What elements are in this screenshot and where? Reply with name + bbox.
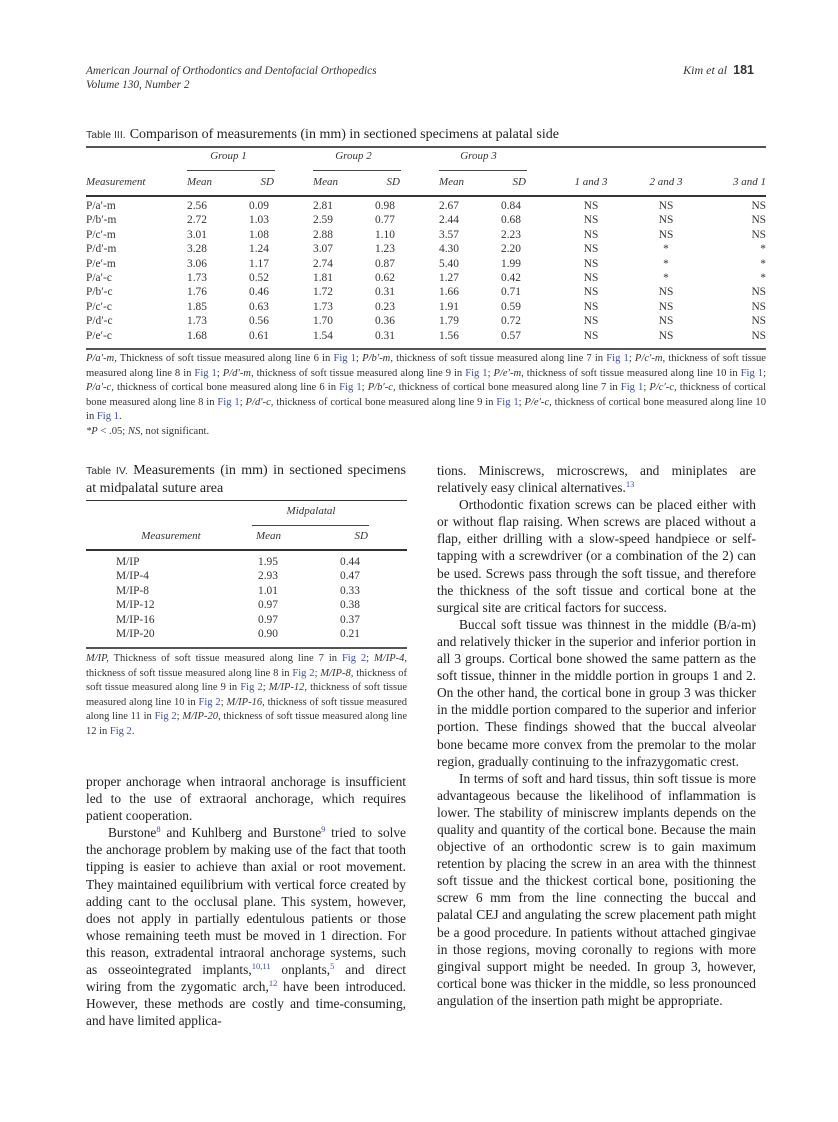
cell-mean: 2.93	[258, 570, 278, 583]
cell-3-and-1: *	[760, 243, 766, 256]
col-g2-mean: Mean	[313, 176, 339, 188]
cell-3-and-1: NS	[751, 228, 766, 241]
table4-body	[86, 555, 407, 641]
cell-2-and-3: NS	[658, 329, 674, 342]
cell-measurement: M/IP-8	[116, 584, 149, 597]
cell-g1-mean: 2.72	[187, 214, 207, 227]
cell-g3-sd: 0.71	[501, 286, 521, 299]
table-row	[86, 598, 407, 612]
cell-1-and-3: NS	[583, 329, 599, 342]
page-header-right	[683, 63, 754, 78]
cell-g2-mean: 1.70	[313, 315, 333, 328]
ref-8[interactable]: 8	[156, 824, 161, 835]
cell-1-and-3: NS	[583, 228, 599, 241]
group1-rule	[187, 170, 275, 171]
cell-g3-mean: 2.67	[439, 200, 459, 212]
cell-measurement: M/IP-20	[116, 627, 155, 640]
fig2-link[interactable]: Fig 2	[341, 653, 367, 664]
midpalatal-rule	[252, 525, 369, 526]
t4-col-measurement: Measurement	[141, 530, 201, 542]
cell-measurement: P/a′-c	[86, 271, 112, 284]
cell-1-and-3: NS	[583, 271, 599, 284]
t4-col-mean: Mean	[256, 530, 282, 542]
cell-g1-sd: 0.46	[249, 286, 269, 299]
cell-g2-mean: 1.73	[313, 300, 333, 313]
footnote-entry: P/a′-c, thickness of cortical bone measured along line 6 in Fig 1;	[86, 382, 368, 394]
page-number: 181	[733, 63, 754, 77]
cell-measurement: P/e′-c	[86, 329, 112, 342]
left-column-text	[86, 773, 406, 1029]
cell-g2-sd: 0.31	[375, 329, 395, 342]
cell-g1-mean: 3.01	[187, 228, 207, 241]
col-2-and-3: 2 and 3	[649, 176, 683, 188]
cell-measurement: M/IP	[116, 556, 140, 568]
group2-rule	[313, 170, 401, 171]
cell-g1-mean: 1.76	[187, 286, 207, 299]
footnote-entry: M/IP, Thickness of soft tissue measured along line 7 in Fig 2;	[86, 653, 375, 664]
cell-g1-mean: 2.56	[187, 200, 207, 212]
cell-g1-sd: 0.63	[249, 300, 269, 313]
table-row	[86, 555, 407, 569]
cell-g3-sd: 0.59	[501, 300, 521, 313]
cell-g2-sd: 0.36	[375, 315, 395, 328]
cell-1-and-3: NS	[583, 300, 599, 313]
cell-measurement: P/c′-c	[86, 300, 112, 313]
cell-3-and-1: *	[760, 271, 766, 284]
cell-g1-mean: 1.68	[187, 329, 207, 342]
fig1-link[interactable]: Fig 1	[96, 411, 119, 423]
footnote-entry: M/IP-4, thickness of soft tissue measured along line 8 in Fig 2;	[86, 653, 407, 679]
cell-sd: 0.21	[340, 627, 360, 640]
table-row	[86, 569, 407, 583]
ref-13[interactable]: 13	[625, 479, 635, 490]
table4-footnote	[86, 652, 407, 740]
cell-2-and-3: NS	[658, 286, 674, 299]
footnote-entry: M/IP-8, thickness of soft tissue measured along line 9 in Fig 2;	[86, 667, 407, 694]
footnote-entry: M/IP-20, thickness of soft tissue measured along line 12 in Fig 2.	[86, 711, 408, 737]
table3-group-header-row	[86, 150, 766, 170]
cell-sd: 0.33	[340, 584, 360, 597]
cell-g1-sd: 1.03	[249, 214, 269, 227]
cell-1-and-3: NS	[583, 315, 599, 328]
cell-g2-mean: 2.74	[313, 257, 333, 270]
table3-footnote	[86, 352, 766, 440]
cell-g1-mean: 3.06	[187, 257, 207, 270]
cell-g3-sd: 2.20	[501, 243, 521, 256]
cell-mean: 1.01	[258, 584, 278, 597]
group2-header: Group 2	[335, 150, 372, 162]
fig2-link[interactable]: Fig 2	[240, 682, 263, 694]
cell-g3-mean: 4.30	[439, 243, 459, 256]
col-3-and-1: 3 and 1	[733, 176, 766, 188]
table-row	[86, 613, 407, 627]
cell-g1-sd: 0.56	[249, 315, 269, 328]
cell-measurement: M/IP-12	[116, 599, 155, 612]
cell-g2-sd: 0.62	[375, 271, 395, 284]
table-row	[86, 199, 766, 213]
cell-g1-mean: 1.85	[187, 300, 207, 313]
cell-g1-sd: 0.09	[249, 200, 269, 212]
col-g2-sd: SD	[386, 176, 400, 188]
cell-g2-mean: 2.81	[313, 200, 333, 212]
cell-g2-sd: 0.87	[375, 257, 395, 270]
table-row	[86, 329, 766, 343]
cell-g1-sd: 1.17	[249, 257, 269, 270]
group1-header: Group 1	[210, 150, 247, 162]
table4-top-rule	[86, 500, 407, 501]
table4-header-rule	[86, 549, 407, 551]
journal-volume: Volume 130, Number 2	[86, 79, 190, 91]
cell-3-and-1: NS	[751, 200, 766, 212]
cell-sd: 0.38	[340, 599, 360, 612]
table-row	[86, 271, 766, 285]
table4-group-header-row	[86, 505, 407, 521]
fig1-link[interactable]: Fig 1	[606, 353, 629, 364]
cell-3-and-1: NS	[751, 214, 766, 227]
cell-g2-mean: 1.72	[313, 286, 333, 299]
cell-g1-sd: 1.08	[249, 228, 269, 241]
midpalatal-header: Midpalatal	[286, 505, 336, 517]
cell-2-and-3: NS	[658, 214, 674, 227]
cell-g2-mean: 2.59	[313, 214, 333, 227]
group3-rule	[439, 170, 527, 171]
footnote-entry: P/e′-c, thickness of cortical bone measured along line 10 in Fig 1.	[86, 396, 767, 423]
cell-2-and-3: *	[663, 257, 669, 270]
cell-1-and-3: NS	[583, 286, 599, 299]
cell-measurement: P/b′-m	[86, 214, 117, 227]
fig1-link[interactable]: Fig 1	[194, 367, 217, 379]
fig2-link[interactable]: Fig 2	[109, 725, 132, 737]
cell-g3-sd: 0.72	[501, 315, 521, 328]
cell-sd: 0.44	[340, 556, 360, 568]
footnote-entry: P/e′-m, thickness of soft tissue measured along line 10 in Fig 1;	[493, 367, 767, 379]
ref-12[interactable]: 12	[268, 978, 278, 989]
cell-2-and-3: NS	[658, 315, 674, 328]
cell-3-and-1: NS	[751, 315, 766, 328]
fig1-link[interactable]: Fig 1	[740, 367, 764, 379]
cell-measurement: P/d′-m	[86, 243, 117, 256]
cell-g2-sd: 0.98	[375, 200, 395, 212]
paragraph: In terms of soft and hard tissus, thin soft tissue is more advantageous because the likelihood of inflammation is lower. The stability of miniscrew implants depends on the quality and quantity of the cortical bone. Because the main objective of an orthodontic screw is to gain maximum retention by placing the screw in an area with the thinnest soft tissue and the thickest cortical bone, positioning the screw 6 mm from the line connecting the buccal and palatal CEJ and angulating the screw placement path might be a good procedure. In patients without attached gingivae in those regions, moving coronally to regions with more gingival support might be needed. In group 3, however, cortical bone was thicker in the middle, so less pronounced angulation of the insertion path might be appropriate.	[437, 770, 756, 1008]
cell-g3-mean: 1.27	[439, 271, 459, 284]
group3-header: Group 3	[460, 150, 497, 162]
cell-mean: 0.97	[258, 613, 278, 626]
cell-g1-sd: 0.52	[249, 271, 269, 284]
table4-caption	[86, 462, 406, 497]
cell-g3-sd: 0.57	[501, 329, 521, 342]
cell-g2-sd: 0.77	[375, 214, 395, 227]
cell-mean: 0.97	[258, 599, 278, 612]
cell-g1-mean: 1.73	[187, 271, 207, 284]
journal-title: American Journal of Orthodontics and Dentofacial Orthopedics	[86, 65, 377, 77]
cell-mean: 1.95	[258, 556, 278, 568]
cell-g3-mean: 1.91	[439, 300, 459, 313]
cell-3-and-1: NS	[751, 286, 766, 299]
table-row	[86, 584, 407, 598]
footnote-entry: P/b′-m, thickness of soft tissue measured along line 7 in Fig 1;	[362, 353, 635, 364]
cell-2-and-3: NS	[658, 200, 674, 212]
cell-sd: 0.47	[340, 570, 360, 583]
ref-5[interactable]: 5	[330, 961, 335, 972]
cell-3-and-1: NS	[751, 300, 766, 313]
table3-top-rule	[86, 146, 766, 148]
cell-g1-sd: 1.24	[249, 243, 269, 256]
col-g3-mean: Mean	[439, 176, 465, 188]
cell-g3-mean: 1.56	[439, 329, 459, 342]
table-row	[86, 257, 766, 271]
paragraph: Orthodontic fixation screws can be placed either with or without flap raising. When screws are placed without a flap, either drilling with a slow-speed handpiece or self-tapping with a screwdriver (or a combination of the 2) can be used. Screws pass through the soft tissue, and therefore the thickness of the soft tissue and cortical bone at the surgical site are critical factors for success.	[437, 497, 756, 615]
paragraph: Burstone$^8$ and Kuhlberg and Burstone$^9$ tried to solve the anchorage problem by making use of the fact that tooth tipping is easier to achieve than axial or root movement. They maintained equilibrium with vertical force created by adding cant to the occlusal plane. This system, however, does not apply in partially edentulous patients or those whose remaining teeth must be moved in 1 direction. For this reason, extradental intraoral anchorage systems, such as osseointegrated implants,$^{10,11}$ onplants,$^5$ and direct wiring from the zygomatic arch,$^{12}$ have been introduced. However, these methods are costly and time-consuming, and have limited applica-	[86, 824, 406, 1029]
journal-header	[86, 64, 377, 92]
footnote-entry: P/d′-m, thickness of soft tissue measured along line 9 in Fig 1;	[222, 367, 494, 379]
cell-g2-sd: 1.10	[375, 228, 395, 241]
table3-caption	[86, 125, 766, 143]
cell-3-and-1: *	[760, 257, 766, 270]
cell-g3-mean: 2.44	[439, 214, 459, 227]
table3-title: Comparison of measurements (in mm) in sectioned specimens at palatal side	[129, 127, 559, 142]
table-row	[86, 213, 766, 227]
cell-g3-mean: 1.66	[439, 286, 459, 299]
cell-measurement: P/d′-c	[86, 315, 113, 328]
table-row	[86, 228, 766, 242]
footnote-entry: P/d′-c, thickness of cortical bone measured along line 9 in Fig 1;	[245, 396, 525, 408]
cell-g3-sd: 2.23	[501, 228, 521, 241]
table-row	[86, 242, 766, 256]
fig1-link[interactable]: Fig 1	[217, 396, 240, 408]
cell-g3-mean: 5.40	[439, 257, 459, 270]
cell-sd: 0.37	[340, 613, 360, 626]
footnote-entry: M/IP-16, thickness of soft tissue measured along line 11 in Fig 2;	[86, 696, 407, 723]
table3-column-header-row	[86, 176, 766, 192]
table4-title: Measurements (in mm) in sectioned specimens at midpalatal suture area	[86, 463, 406, 496]
fig2-link[interactable]: Fig 2	[292, 667, 315, 679]
table4-column-header-row	[86, 530, 407, 546]
paragraph: proper anchorage when intraoral anchorage is insufficient led to the use of extraoral anchorage, which requires patient cooperation.	[86, 774, 406, 824]
cell-g2-sd: 1.23	[375, 243, 395, 256]
table-row	[86, 627, 407, 641]
cell-measurement: P/e′-m	[86, 257, 116, 270]
paragraph: Buccal soft tissue was thinnest in the middle (B/a-m) and relatively thicker in the superior and inferior portion in all 3 groups. Cortical bone showed the same pattern as the soft tissue, thinner in the middle portion in groups 1 and 2. On the other hand, the cortical bone in group 3 was thicker in the middle portion compared to the superior and inferior portion. These findings showed that the buccal alveolar bone became more convex from the premolar to the molar region, gradually continuing to the infrazygomatic crest.	[437, 616, 756, 769]
cell-g2-mean: 2.88	[313, 228, 333, 241]
table3-header-rule	[86, 195, 766, 197]
table-row	[86, 314, 766, 328]
cell-2-and-3: *	[663, 271, 669, 284]
fig1-link[interactable]: Fig 1	[465, 367, 488, 379]
fig2-link[interactable]: Fig 2	[154, 711, 177, 723]
cell-measurement: P/b′-c	[86, 286, 113, 299]
table4-bottom-rule	[86, 647, 407, 649]
cell-g2-mean: 1.81	[313, 271, 333, 284]
footnote-entry: P/a′-m, Thickness of soft tissue measured along line 6 in Fig 1;	[86, 353, 363, 364]
cell-g2-sd: 0.31	[375, 286, 395, 299]
fig2-link[interactable]: Fig 2	[198, 696, 221, 708]
footnote-entry: M/IP-12, thickness of soft tissue measured along line 10 in Fig 2;	[86, 682, 408, 708]
cell-1-and-3: NS	[583, 257, 599, 270]
ref-9[interactable]: 9	[321, 824, 326, 835]
running-author: Kim et al	[683, 63, 728, 77]
col-g1-sd: SD	[260, 176, 274, 188]
cell-g1-sd: 0.61	[249, 329, 269, 342]
footnote-entry: P/c′-m, thickness of soft tissue measured along line 8 in Fig 1;	[86, 353, 767, 379]
footnote-entry: P/c′-c, thickness of cortical bone measured along line 8 in Fig 1;	[86, 382, 767, 408]
cell-g2-mean: 1.54	[313, 329, 333, 342]
cell-g2-sd: 0.23	[375, 300, 395, 313]
cell-g3-sd: 1.99	[501, 257, 521, 270]
cell-3-and-1: NS	[751, 329, 766, 342]
significance-note: *P < .05; NS, not significant.	[86, 425, 210, 437]
fig1-link[interactable]: Fig 1	[333, 353, 357, 364]
fig1-link[interactable]: Fig 1	[339, 382, 362, 394]
cell-measurement: M/IP-4	[116, 570, 149, 583]
cell-1-and-3: NS	[583, 214, 599, 227]
cell-g3-sd: 0.42	[501, 271, 521, 284]
t4-col-sd: SD	[354, 530, 368, 542]
table3-label: Table III.	[86, 129, 126, 141]
cell-1-and-3: NS	[583, 243, 599, 256]
fig1-link[interactable]: Fig 1	[620, 382, 644, 394]
cell-2-and-3: NS	[658, 228, 674, 241]
cell-g3-mean: 1.79	[439, 315, 459, 328]
cell-measurement: P/c′-m	[86, 228, 116, 241]
fig1-link[interactable]: Fig 1	[496, 396, 519, 408]
cell-g3-sd: 0.68	[501, 214, 521, 227]
cell-g1-mean: 1.73	[187, 315, 207, 328]
cell-1-and-3: NS	[583, 200, 599, 212]
col-measurement: Measurement	[86, 176, 146, 188]
col-g1-mean: Mean	[187, 176, 213, 188]
cell-2-and-3: NS	[658, 300, 674, 313]
footnote-entry: P/b′-c, thickness of cortical bone measured along line 7 in Fig 1;	[367, 382, 650, 394]
table3-body	[86, 199, 766, 343]
table3-bottom-rule	[86, 348, 766, 350]
table4-label: Table IV.	[86, 465, 128, 477]
cell-g3-mean: 3.57	[439, 228, 459, 241]
paragraph: tions. Miniscrews, microscrews, and miniplates are relatively easy clinical alternatives.$^{13}$	[437, 463, 756, 496]
cell-mean: 0.90	[258, 627, 278, 640]
table-row	[86, 300, 766, 314]
ref-10-11[interactable]: 10,11	[251, 961, 271, 972]
cell-measurement: P/a′-m	[86, 200, 116, 212]
right-column-text	[437, 462, 756, 1009]
col-g3-sd: SD	[512, 176, 526, 188]
cell-g2-mean: 3.07	[313, 243, 333, 256]
cell-measurement: M/IP-16	[116, 613, 155, 626]
cell-g1-mean: 3.28	[187, 243, 207, 256]
cell-g3-sd: 0.84	[501, 200, 521, 212]
col-1-and-3: 1 and 3	[574, 176, 608, 188]
table-row	[86, 285, 766, 299]
cell-2-and-3: *	[663, 243, 669, 256]
